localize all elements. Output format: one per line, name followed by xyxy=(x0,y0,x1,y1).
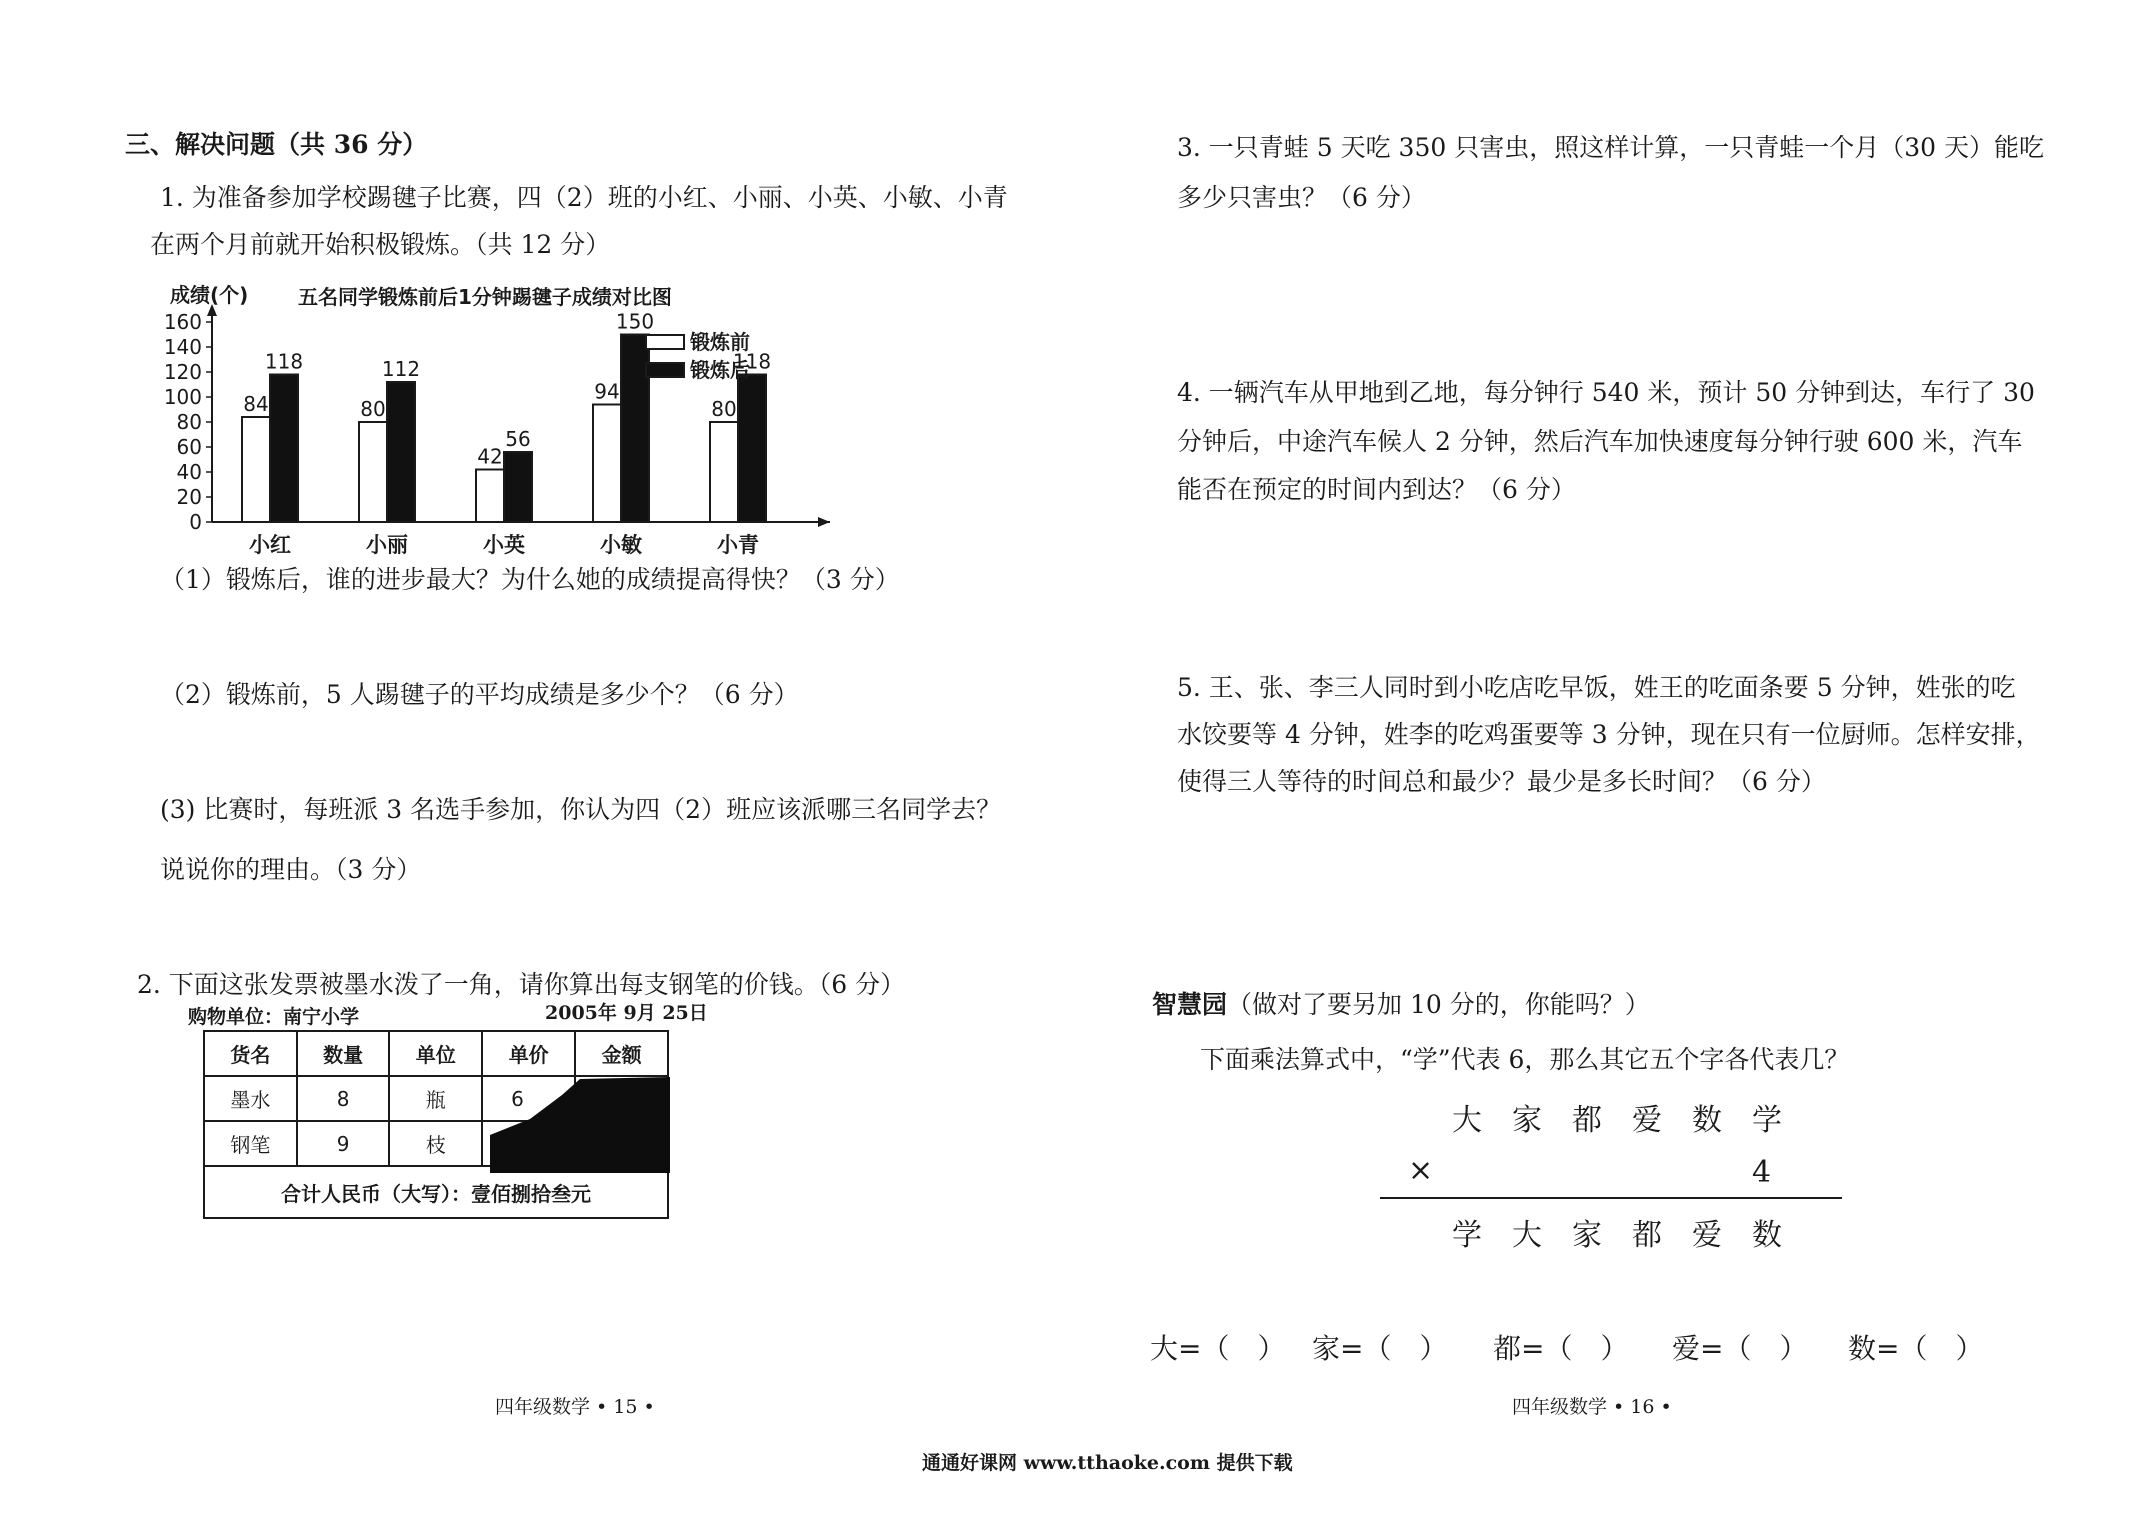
legend-swatch xyxy=(646,335,684,349)
y-tick-label: 40 xyxy=(176,460,202,484)
y-tick-label: 140 xyxy=(163,335,202,359)
data-label: 42 xyxy=(477,444,503,469)
invoice-cell: 墨水 xyxy=(204,1076,297,1121)
category-label: 小红 xyxy=(249,533,291,557)
wisdom-heading xyxy=(1152,985,1650,1021)
riddle-char: 学 xyxy=(1452,1218,1482,1253)
q1-sub2-text: （2）锻炼前，5 人踢毽子的平均成绩是多少个？（6 分） xyxy=(160,680,799,709)
invoice-cell: 枝 xyxy=(389,1121,482,1166)
answer-blank[interactable]: 家=（ ） xyxy=(1312,1332,1448,1365)
riddle-multiplier: 4 xyxy=(1752,1155,1772,1190)
invoice-buyer: 购物单位：南宁小学 xyxy=(188,1006,360,1028)
riddle-char: 都 xyxy=(1632,1218,1662,1253)
invoice-total: 合计人民币（大写）：壹佰捌拾叁元 xyxy=(204,1166,668,1218)
q5-text-line1: 5. 王、张、李三人同时到小吃店吃早饭，姓王的吃面条要 5 分钟，姓张的吃 xyxy=(1177,673,2016,702)
data-label: 118 xyxy=(264,349,304,374)
invoice-cell: 6 xyxy=(482,1076,575,1121)
riddle-char: 大 xyxy=(1512,1218,1542,1253)
y-tick-label: 100 xyxy=(163,385,202,409)
bar xyxy=(359,422,387,522)
y-tick-label: 80 xyxy=(176,410,202,434)
q4-text-line2: 分钟后，中途汽车候人 2 分钟，然后汽车加快速度每分钟行驶 600 米，汽车 xyxy=(1177,427,2023,456)
invoice-cell: 8 xyxy=(297,1076,390,1121)
q1-sub3-text-line2: 说说你的理由。（3 分） xyxy=(160,855,422,884)
invoice-header-cell: 单位 xyxy=(389,1031,482,1076)
q1-text-line2: 在两个月前就开始积极锻炼。（共 12 分） xyxy=(150,230,611,259)
bar xyxy=(710,422,738,522)
legend-label: 锻炼前 xyxy=(690,330,750,354)
riddle-char: 爱 xyxy=(1692,1218,1722,1253)
q1-text-line1: 1. 为准备参加学校踢毽子比赛，四（2）班的小红、小丽、小英、小敏、小青 xyxy=(160,183,1008,212)
q3-text-line2: 多少只害虫？（6 分） xyxy=(1177,183,1426,212)
invoice-header-cell: 单价 xyxy=(482,1031,575,1076)
q4-text-line1: 4. 一辆汽车从甲地到乙地，每分钟行 540 米，预计 50 分钟到达，车行了 30 xyxy=(1177,378,2035,407)
wisdom-question: 下面乘法算式中，“学”代表 6，那么其它五个字各代表几？ xyxy=(1200,1045,1850,1074)
invoice-header-row xyxy=(204,1031,668,1076)
data-label: 84 xyxy=(243,392,269,416)
bar xyxy=(476,470,504,523)
data-label: 80 xyxy=(360,397,386,421)
wisdom-title: 智慧园 xyxy=(1152,990,1228,1019)
data-label: 150 xyxy=(615,309,655,334)
riddle-char: 数 xyxy=(1692,1103,1722,1138)
bar xyxy=(738,375,766,523)
chart-title: 五名同学锻炼前后1分钟踢毽子成绩对比图 xyxy=(298,285,672,309)
data-label: 94 xyxy=(594,379,620,404)
invoice-cell: 钢笔 xyxy=(204,1121,297,1166)
answer-blank[interactable]: 数=（ ） xyxy=(1848,1332,1984,1365)
riddle-times-sign: × xyxy=(1408,1153,1434,1188)
bar-chart xyxy=(150,280,850,560)
q5-text-line3: 使得三人等待的时间总和最少？最少是多长时间？（6 分） xyxy=(1177,767,1826,796)
category-label: 小丽 xyxy=(366,533,408,557)
q5-text-line2: 水饺要等 4 分钟，姓李的吃鸡蛋要等 3 分钟，现在只有一位厨师。怎样安排， xyxy=(1177,720,2041,749)
legend-label: 锻炼后 xyxy=(690,358,750,382)
answer-blank[interactable]: 大=（ ） xyxy=(1150,1332,1286,1365)
riddle-char: 爱 xyxy=(1632,1103,1662,1138)
bar xyxy=(593,405,621,523)
data-label: 112 xyxy=(381,357,421,381)
invoice-header-cell: 货名 xyxy=(204,1031,297,1076)
y-axis-title: 成绩(个) xyxy=(170,283,249,307)
riddle-char: 大 xyxy=(1452,1103,1482,1138)
invoice-cell: 9 xyxy=(297,1121,390,1166)
category-label: 小英 xyxy=(483,533,525,557)
invoice-header-cell: 金额 xyxy=(575,1031,668,1076)
riddle-char: 学 xyxy=(1752,1103,1782,1138)
category-label: 小敏 xyxy=(600,533,642,557)
bar xyxy=(270,375,298,523)
y-tick-label: 160 xyxy=(163,310,202,334)
bar xyxy=(504,452,532,522)
data-label: 80 xyxy=(711,397,737,421)
q2-text: 2. 下面这张发票被墨水泼了一角，请你算出每支钢笔的价钱。（6 分） xyxy=(137,970,906,999)
category-label: 小青 xyxy=(717,533,759,557)
wisdom-note: （做对了要另加 10 分的，你能吗？） xyxy=(1227,990,1650,1019)
invoice-date: 2005年 9月 25日 xyxy=(545,1002,708,1024)
riddle-char: 数 xyxy=(1752,1218,1782,1253)
riddle-char: 家 xyxy=(1512,1103,1542,1138)
legend-swatch xyxy=(646,363,684,377)
q1-sub1-text: （1）锻炼后，谁的进步最大？为什么她的成绩提高得快？（3 分） xyxy=(160,565,900,594)
page-footer-left: 四年级数学 • 15 • xyxy=(495,1396,655,1418)
q1-sub3-text-line1: (3) 比赛时，每班派 3 名选手参加，你认为四（2）班应该派哪三名同学去？ xyxy=(160,795,1002,824)
q4-text-line3: 能否在预定的时间内到达？（6 分） xyxy=(1177,475,1576,504)
y-tick-label: 0 xyxy=(189,510,202,534)
riddle-char: 都 xyxy=(1572,1103,1602,1138)
bar xyxy=(242,417,270,522)
riddle-product xyxy=(1437,1210,1797,1254)
answer-blank[interactable]: 爱=（ ） xyxy=(1672,1332,1808,1365)
y-tick-label: 120 xyxy=(163,360,202,384)
invoice-cell: 瓶 xyxy=(389,1076,482,1121)
riddle-multiplicand xyxy=(1437,1095,1797,1139)
section-title: 三、解决问题（共 36 分） xyxy=(125,130,428,159)
answer-blank[interactable]: 都=（ ） xyxy=(1493,1332,1629,1365)
site-footer: 通通好课网 www.tthaoke.com 提供下载 xyxy=(922,1452,1293,1474)
y-tick-label: 60 xyxy=(176,435,202,459)
x-axis-arrow xyxy=(818,517,830,527)
y-tick-label: 20 xyxy=(176,485,202,509)
bar xyxy=(387,382,415,522)
riddle-char: 家 xyxy=(1572,1218,1602,1253)
ink-stain xyxy=(490,1077,672,1177)
bar xyxy=(621,335,649,523)
riddle-rule-line xyxy=(1380,1197,1842,1199)
page-footer-right: 四年级数学 • 16 • xyxy=(1512,1396,1672,1418)
data-label: 56 xyxy=(505,427,531,451)
invoice-header-cell: 数量 xyxy=(297,1031,390,1076)
q3-text-line1: 3. 一只青蛙 5 天吃 350 只害虫，照这样计算，一只青蛙一个月（30 天）能吃 xyxy=(1177,133,2044,162)
data-label: 118 xyxy=(732,349,772,374)
